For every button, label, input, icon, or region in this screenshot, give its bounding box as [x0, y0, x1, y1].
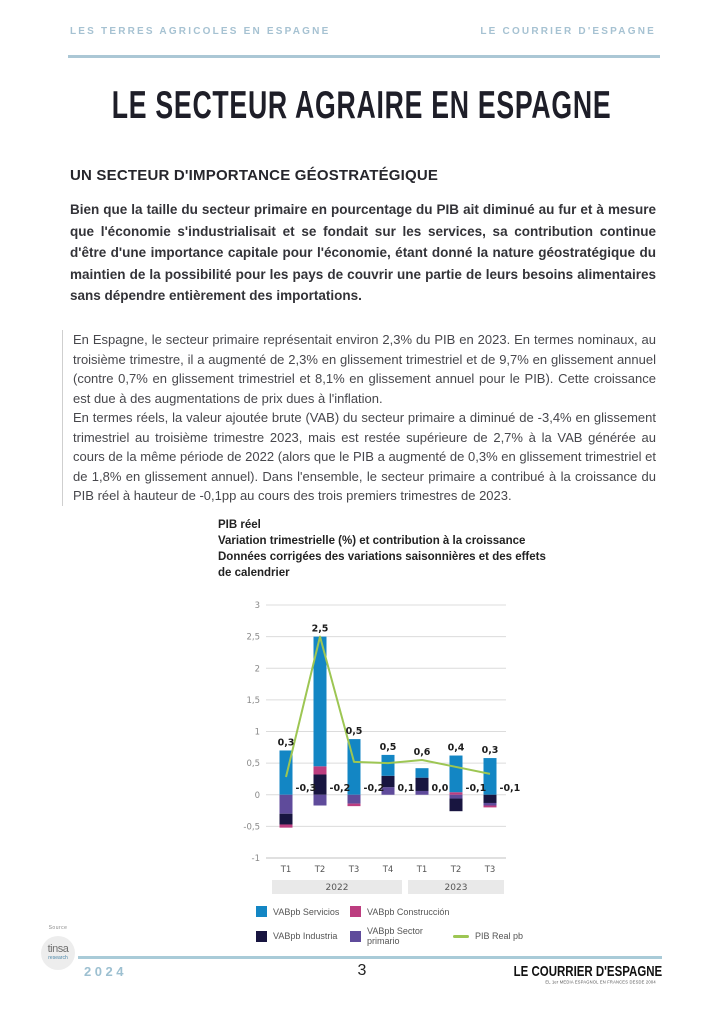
section-heading: UN SECTEUR D'IMPORTANCE GÉOSTRATÉGIQUE	[70, 167, 439, 184]
chart-title-line1: PIB réel	[218, 519, 261, 531]
tinsa-logo-name: tinsa	[47, 943, 69, 955]
year-band-label: 2022	[325, 883, 349, 893]
bar-side-label: -0,1	[465, 782, 487, 794]
chart-legend	[256, 906, 523, 955]
bar-top-label: 0,5	[345, 726, 363, 738]
bar-segment-primario	[416, 791, 429, 795]
bar-side-label: 0,0	[431, 782, 449, 794]
body-paragraph-1: En Espagne, le secteur primaire représentait environ 2,3% du PIB en 2023. En termes nominaux, au troisième trimestre, il a augmenté de 2,3% en glissement trimestriel et de 9,7% en glissement annuel (contre 0,7% en glissement trimestriel et 8,1% en glissement annuel pour le PIB). Cette croissance est due à des augmentations de prix dues à l'inflation.	[73, 332, 656, 406]
legend-item-construccion	[350, 906, 453, 917]
y-tick-label: -1	[251, 854, 260, 864]
bar-top-label: 0,6	[413, 746, 431, 758]
bar-segment-servicios	[382, 755, 395, 776]
x-category-label: T4	[382, 865, 394, 875]
y-tick-label: 0,5	[246, 759, 260, 770]
page-number: 3	[357, 962, 367, 979]
legend-label: VABpb Industria	[273, 931, 338, 941]
body-text-block	[62, 330, 656, 506]
year-band-label: 2023	[444, 883, 468, 893]
bar-side-label: -0,3	[295, 782, 317, 794]
header-left-text: LES TERRES AGRICOLES EN ESPAGNE	[70, 26, 331, 37]
x-category-label: T2	[314, 865, 326, 875]
bar-segment-servicios	[450, 756, 463, 793]
bar-top-label: 0,5	[379, 741, 397, 753]
legend-item-industria	[256, 931, 350, 942]
bar-segment-primario	[280, 795, 293, 814]
legend-label: VABpb Sector primario	[367, 926, 423, 946]
construccion-swatch-icon	[350, 906, 361, 917]
x-category-label: T1	[416, 865, 428, 875]
chart-title-line4: de calendrier	[218, 567, 290, 580]
footer-brand-name: LE COURRIER D'ESPAGNE	[513, 962, 662, 980]
legend-item-line	[453, 931, 523, 941]
industria-swatch-icon	[256, 931, 267, 942]
y-tick-label: 2	[254, 664, 260, 675]
legend-row	[256, 926, 523, 946]
chart-title-line2: Variation trimestrielle (%) et contribution à la croissance	[218, 535, 526, 548]
chart-svg	[238, 598, 568, 900]
legend-row	[256, 906, 523, 917]
header-divider	[68, 55, 660, 58]
footer-brand	[481, 963, 662, 987]
bar-side-label: -0,2	[363, 782, 385, 794]
footer-divider	[78, 956, 662, 959]
bar-segment-primario	[314, 795, 327, 806]
lead-paragraph: Bien que la taille du secteur primaire en pourcentage du PIB ait diminué au fur et à mesure que l'économie s'industrialisait et se fondait sur les services, sa contribution continue d'être d'une importance capitale pour l'économie, étant donné la nature géostratégique du maintien de la possibilité pour les pays de couvrir une partie de leurs besoins alimentaires sans dépendre entièrement des importations.	[70, 202, 656, 304]
bar-segment-servicios	[416, 768, 429, 777]
legend-label: VABpb Construcción	[367, 906, 450, 917]
bar-segment-construccion	[314, 766, 327, 774]
bar-segment-construccion	[450, 792, 463, 795]
legend-label: VABpb Servicios	[273, 906, 340, 917]
bar-segment-construccion	[348, 804, 361, 807]
footer-year: 2024	[84, 964, 127, 979]
legend-label: PIB Real pb	[475, 931, 524, 941]
source-label: Source	[48, 925, 68, 931]
bar-segment-industria	[450, 799, 463, 812]
bar-top-label: 0,3	[277, 737, 295, 749]
primario-swatch-icon	[350, 931, 361, 942]
header-right-text: LE COURRIER D'ESPAGNE	[480, 26, 656, 37]
bar-segment-industria	[484, 795, 497, 803]
bar-top-label: 2,5	[311, 623, 329, 635]
y-tick-label: 2,5	[246, 632, 260, 643]
x-category-label: T3	[484, 865, 496, 875]
page-header	[70, 26, 656, 37]
page-title	[0, 84, 724, 126]
bar-segment-primario	[348, 795, 361, 804]
y-tick-label: -0,5	[243, 822, 260, 833]
servicios-swatch-icon	[256, 906, 267, 917]
bar-segment-primario	[450, 795, 463, 799]
chart-title	[218, 517, 546, 581]
bar-side-label: -0,2	[329, 782, 351, 794]
y-tick-label: 3	[254, 601, 260, 611]
bar-segment-industria	[280, 814, 293, 825]
bar-side-label: -0,1	[499, 782, 521, 794]
y-tick-label: 1	[254, 727, 260, 738]
x-category-label: T3	[348, 865, 360, 875]
bar-side-label: 0,1	[397, 782, 415, 794]
bar-top-label: 0,4	[447, 742, 465, 754]
bar-segment-construccion	[280, 824, 293, 827]
bar-segment-industria	[416, 778, 429, 791]
bar-segment-primario	[484, 803, 497, 806]
legend-item-primario	[350, 926, 453, 946]
tinsa-logo-sub: research	[48, 955, 68, 961]
footer-brand-tagline: EL 1er MEDIA ESPAGNOL EN FRANCÉS DESDE 2004	[545, 981, 656, 986]
pib-line-swatch	[453, 935, 469, 938]
body-paragraph-2: En termes réels, la valeur ajoutée brute (VAB) du secteur primaire a diminué de -3,4% en glissement trimestriel au troisième trimestre 2023, mais est restée supérieure de 2,7% à la VAB générée au cours de la même période de 2022 (alors que le PIB a augmenté de 0,3% en glissement trimestriel et de 1,8% en glissement annuel). Dans l'ensemble, le secteur primaire a contribué à la croissance du PIB réel à hauteur de -0,1pp au cours des trois premiers trimestres de 2023.	[73, 410, 656, 503]
x-category-label: T2	[450, 865, 462, 875]
legend-item-servicios	[256, 906, 350, 917]
bar-top-label: 0,3	[481, 745, 499, 757]
y-tick-label: 1,5	[246, 695, 260, 706]
page-title-text: LE SECTEUR AGRAIRE EN ESPAGNE	[112, 82, 612, 127]
x-category-label: T1	[280, 865, 292, 875]
chart-title-line3: Données corrigées des variations saisonnières et des effets	[218, 551, 546, 564]
bar-segment-construccion	[484, 806, 497, 808]
y-tick-label: 0	[254, 790, 260, 801]
